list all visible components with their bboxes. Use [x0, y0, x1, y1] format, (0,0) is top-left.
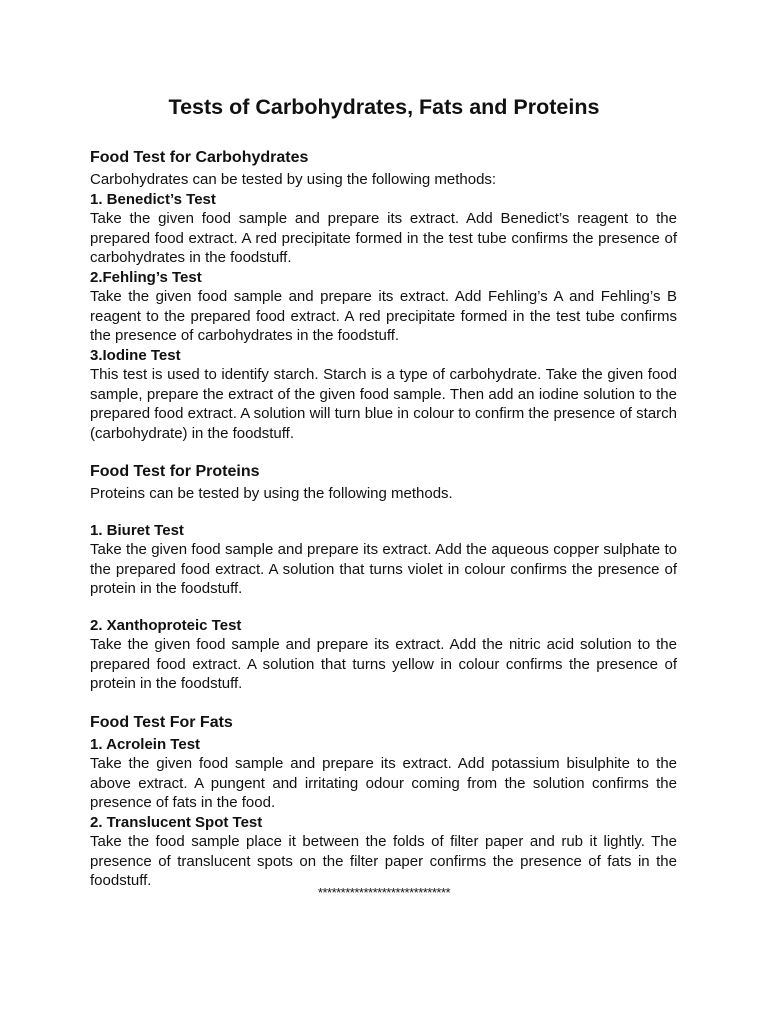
section-heading-fats: Food Test For Fats [90, 713, 233, 731]
test-text-acrolein: Take the given food sample and prepare its extract. Add potassium bisulphite to the above extract. A pungent and irritating odour coming from the solution confirms the presence of fats in the food. [90, 755, 677, 811]
test-text-biuret: Take the given food sample and prepare its extract. Add the aqueous copper sulphate to the prepared food extract. A solution that turns violet in colour confirms the presence of protein in the foodstuff. [90, 541, 677, 597]
proteins-intro: Proteins can be tested by using the following methods. [90, 485, 453, 502]
test-heading-biuret: 1. Biuret Test [90, 521, 184, 539]
carbohydrates-intro: Carbohydrates can be tested by using the following methods: [90, 171, 497, 188]
section-heading-carbohydrates: Food Test for Carbohydrates [90, 149, 309, 166]
test-heading-iodine: 3.Iodine Test [90, 346, 181, 364]
document-title: Tests of Carbohydrates, Fats and Proteins [168, 95, 600, 119]
section-heading-proteins: Food Test for Proteins [90, 463, 260, 480]
test-heading-benedicts: 1. Benedict’s Test [90, 190, 216, 208]
test-text-xanthoproteic: Take the given food sample and prepare its extract. Add the nitric acid solution to the prepared food extract. A solution that turns yellow in colour confirms the presence of protein in the foodstuff. [90, 636, 677, 692]
test-heading-translucent-spot: 2. Translucent Spot Test [90, 813, 263, 831]
fats-section [90, 711, 677, 891]
end-marker: ***************************** [317, 885, 451, 900]
test-text-fehlings: Take the given food sample and prepare its extract. Add Fehling’s A and Fehling’s B reagent to the prepared food extract. A red precipitate formed in the test tube confirms the presence of carbohydrates in the foodstuff. [90, 288, 677, 344]
test-text-benedicts: Take the given food sample and prepare its extract. Add Benedict’s reagent to the prepared food extract. A red precipitate formed in the test tube confirms the presence of carbohydrates in the foodstuff. [90, 210, 677, 266]
test-text-iodine: This test is used to identify starch. Starch is a type of carbohydrate. Take the given food sample, prepare the extract of the given food sample. Then add an iodine solution to the prepared food extract. A solution will turn blue in colour to confirm the presence of starch (carbohydrate) in the foodstuff. [90, 366, 677, 442]
test-heading-acrolein: 1. Acrolein Test [90, 735, 201, 753]
test-heading-fehlings: 2.Fehling’s Test [90, 268, 202, 286]
proteins-section [90, 460, 677, 694]
test-heading-xanthoproteic: 2. Xanthoproteic Test [90, 616, 242, 634]
document-body [90, 146, 677, 891]
carbohydrates-section [90, 146, 677, 443]
test-text-translucent-spot: Take the food sample place it between the folds of filter paper and rub it lightly. The presence of translucent spots on the filter paper confirms the presence of fats in the foodstuff. [90, 833, 677, 889]
